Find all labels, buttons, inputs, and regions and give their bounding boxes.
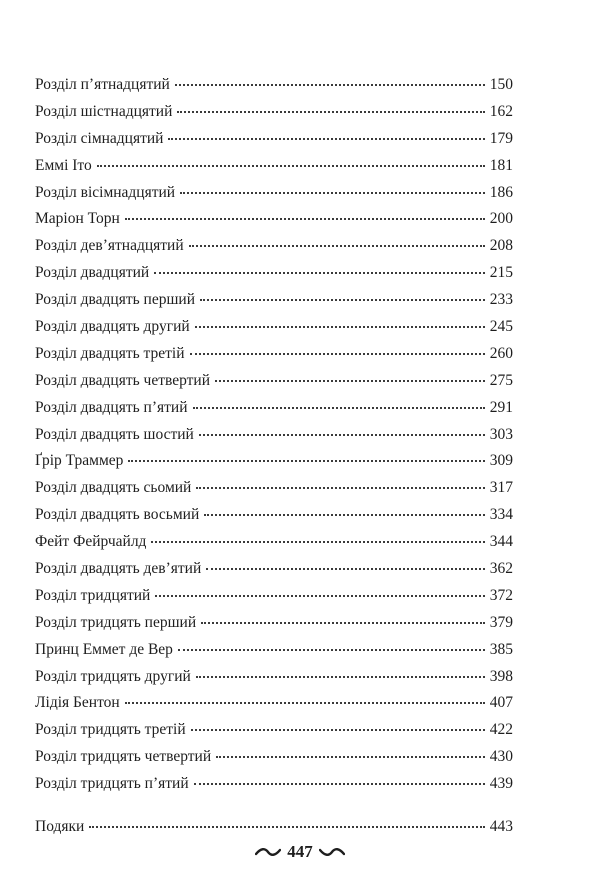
toc-entry-page: 181 bbox=[489, 156, 513, 174]
toc-entry-page: 443 bbox=[489, 818, 513, 836]
toc-entry-title: Розділ двадцять сьомий bbox=[35, 479, 192, 497]
toc-entry[interactable] bbox=[35, 664, 513, 691]
dot-leader bbox=[125, 218, 485, 220]
toc-entry-page: 291 bbox=[489, 398, 513, 416]
toc-entry-title: Розділ вісімнадцятий bbox=[35, 183, 176, 201]
toc-entry-title: Ґрір Траммер bbox=[35, 452, 124, 470]
page-number: 447 bbox=[287, 842, 313, 861]
toc-entry-title: Маріон Торн bbox=[35, 210, 120, 228]
dot-leader bbox=[216, 756, 485, 758]
toc-entry-page: 200 bbox=[489, 210, 513, 228]
toc-entry[interactable] bbox=[35, 126, 513, 153]
toc-entry-page: 362 bbox=[489, 560, 513, 578]
toc-entry[interactable] bbox=[35, 690, 513, 717]
toc-entry-title: Подяки bbox=[35, 818, 85, 836]
dot-leader bbox=[154, 272, 485, 274]
toc-entry-acknowledgements[interactable] bbox=[35, 814, 513, 841]
page-folio bbox=[0, 842, 600, 862]
toc-entry-title: Розділ тридцять п’ятий bbox=[35, 775, 189, 793]
dot-leader bbox=[168, 138, 484, 140]
dot-leader bbox=[151, 541, 484, 543]
toc-entry-title: Розділ двадцятий bbox=[35, 264, 150, 282]
toc-entry-page: 275 bbox=[489, 371, 513, 389]
dot-leader bbox=[89, 826, 484, 828]
table-of-contents bbox=[35, 72, 513, 841]
toc-entry[interactable] bbox=[35, 341, 513, 368]
toc-entry[interactable] bbox=[35, 502, 513, 529]
toc-entry-page: 186 bbox=[489, 183, 513, 201]
swash-left-ornament bbox=[255, 847, 281, 857]
toc-entry-title: Розділ тридцять третій bbox=[35, 721, 186, 739]
dot-leader bbox=[190, 353, 485, 355]
toc-entry[interactable] bbox=[35, 233, 513, 260]
swash-right-ornament bbox=[319, 847, 345, 857]
toc-entry[interactable] bbox=[35, 206, 513, 233]
dot-leader bbox=[200, 299, 485, 301]
toc-entry[interactable] bbox=[35, 583, 513, 610]
toc-entry[interactable] bbox=[35, 610, 513, 637]
toc-entry-title: Розділ п’ятнадцятий bbox=[35, 76, 170, 93]
toc-entry-title: Еммі Іто bbox=[35, 156, 92, 174]
dot-leader bbox=[206, 568, 484, 570]
toc-entry-title: Розділ шістнадцятий bbox=[35, 102, 173, 120]
toc-entry-title: Розділ двадцять другий bbox=[35, 318, 190, 336]
toc-entry[interactable] bbox=[35, 287, 513, 314]
dot-leader bbox=[193, 407, 485, 409]
toc-entry-page: 398 bbox=[489, 667, 513, 685]
toc-entry-page: 233 bbox=[489, 291, 513, 309]
toc-entry-title: Розділ двадцять четвертий bbox=[35, 371, 211, 389]
toc-entry[interactable] bbox=[35, 153, 513, 180]
dot-leader bbox=[175, 84, 485, 86]
dot-leader bbox=[128, 460, 484, 462]
toc-entry[interactable] bbox=[35, 395, 513, 422]
toc-entry-page: 309 bbox=[489, 452, 513, 470]
toc-entry-title: Розділ двадцять третій bbox=[35, 344, 185, 362]
dot-leader bbox=[204, 514, 485, 516]
dot-leader bbox=[201, 622, 485, 624]
dot-leader bbox=[178, 649, 485, 651]
toc-entry-page: 439 bbox=[489, 775, 513, 793]
toc-entry-page: 317 bbox=[489, 479, 513, 497]
toc-entry-page: 260 bbox=[489, 344, 513, 362]
toc-entry-page: 179 bbox=[489, 129, 513, 147]
toc-entry[interactable] bbox=[35, 556, 513, 583]
toc-entry[interactable] bbox=[35, 260, 513, 287]
toc-entry-title: Розділ дев’ятнадцятий bbox=[35, 237, 184, 255]
dot-leader bbox=[191, 729, 485, 731]
toc-entry[interactable] bbox=[35, 744, 513, 771]
toc-entry-page: 372 bbox=[489, 586, 513, 604]
toc-entry-page: 407 bbox=[489, 694, 513, 712]
toc-entry-page: 208 bbox=[489, 237, 513, 255]
section-gap bbox=[35, 798, 513, 814]
toc-entry-page: 303 bbox=[489, 425, 513, 443]
toc-entry[interactable] bbox=[35, 99, 513, 126]
toc-entry[interactable] bbox=[35, 529, 513, 556]
dot-leader bbox=[189, 245, 485, 247]
toc-entry-page: 422 bbox=[489, 721, 513, 739]
dot-leader bbox=[199, 434, 485, 436]
toc-entry-title: Принц Еммет де Вер bbox=[35, 640, 173, 658]
toc-entry-title: Розділ тридцять перший bbox=[35, 613, 197, 631]
toc-entry-page: 245 bbox=[489, 318, 513, 336]
toc-entry[interactable] bbox=[35, 72, 513, 99]
toc-entry-page: 344 bbox=[489, 533, 513, 551]
toc-entry-title: Розділ тридцять другий bbox=[35, 667, 191, 685]
toc-entry[interactable] bbox=[35, 717, 513, 744]
dot-leader bbox=[180, 192, 485, 194]
dot-leader bbox=[196, 487, 484, 489]
toc-entry-title: Розділ двадцять восьмий bbox=[35, 506, 200, 524]
toc-entry-page: 150 bbox=[489, 76, 513, 93]
dot-leader bbox=[177, 111, 484, 113]
toc-entry-page: 334 bbox=[489, 506, 513, 524]
toc-entry-title: Розділ сімнадцятий bbox=[35, 129, 164, 147]
toc-entry[interactable] bbox=[35, 475, 513, 502]
toc-entry-title: Фейт Фейрчайлд bbox=[35, 533, 147, 551]
toc-entry[interactable] bbox=[35, 368, 513, 395]
toc-entry-title: Розділ тридцять четвертий bbox=[35, 748, 212, 766]
toc-entry[interactable] bbox=[35, 637, 513, 664]
toc-entry-title: Лідія Бентон bbox=[35, 694, 120, 712]
toc-entry[interactable] bbox=[35, 180, 513, 207]
toc-entry-title: Розділ двадцять перший bbox=[35, 291, 195, 309]
toc-entry[interactable] bbox=[35, 771, 513, 798]
toc-entry-title: Розділ двадцять п’ятий bbox=[35, 398, 188, 416]
toc-entry-page: 430 bbox=[489, 748, 513, 766]
toc-entry-page: 162 bbox=[489, 102, 513, 120]
toc-entry[interactable] bbox=[35, 422, 513, 449]
dot-leader bbox=[97, 165, 485, 167]
dot-leader bbox=[125, 702, 485, 704]
toc-entry[interactable] bbox=[35, 448, 513, 475]
dot-leader bbox=[155, 595, 484, 597]
toc-entry[interactable] bbox=[35, 314, 513, 341]
dot-leader bbox=[215, 380, 485, 382]
toc-entry-page: 379 bbox=[489, 613, 513, 631]
dot-leader bbox=[195, 326, 485, 328]
dot-leader bbox=[194, 783, 485, 785]
toc-entry-title: Розділ двадцять дев’ятий bbox=[35, 560, 202, 578]
toc-entry-page: 215 bbox=[489, 264, 513, 282]
toc-entry-page: 385 bbox=[489, 640, 513, 658]
toc-entry-list bbox=[35, 72, 513, 798]
toc-entry-title: Розділ тридцятий bbox=[35, 586, 151, 604]
dot-leader bbox=[196, 676, 485, 678]
toc-entry-title: Розділ двадцять шостий bbox=[35, 425, 194, 443]
